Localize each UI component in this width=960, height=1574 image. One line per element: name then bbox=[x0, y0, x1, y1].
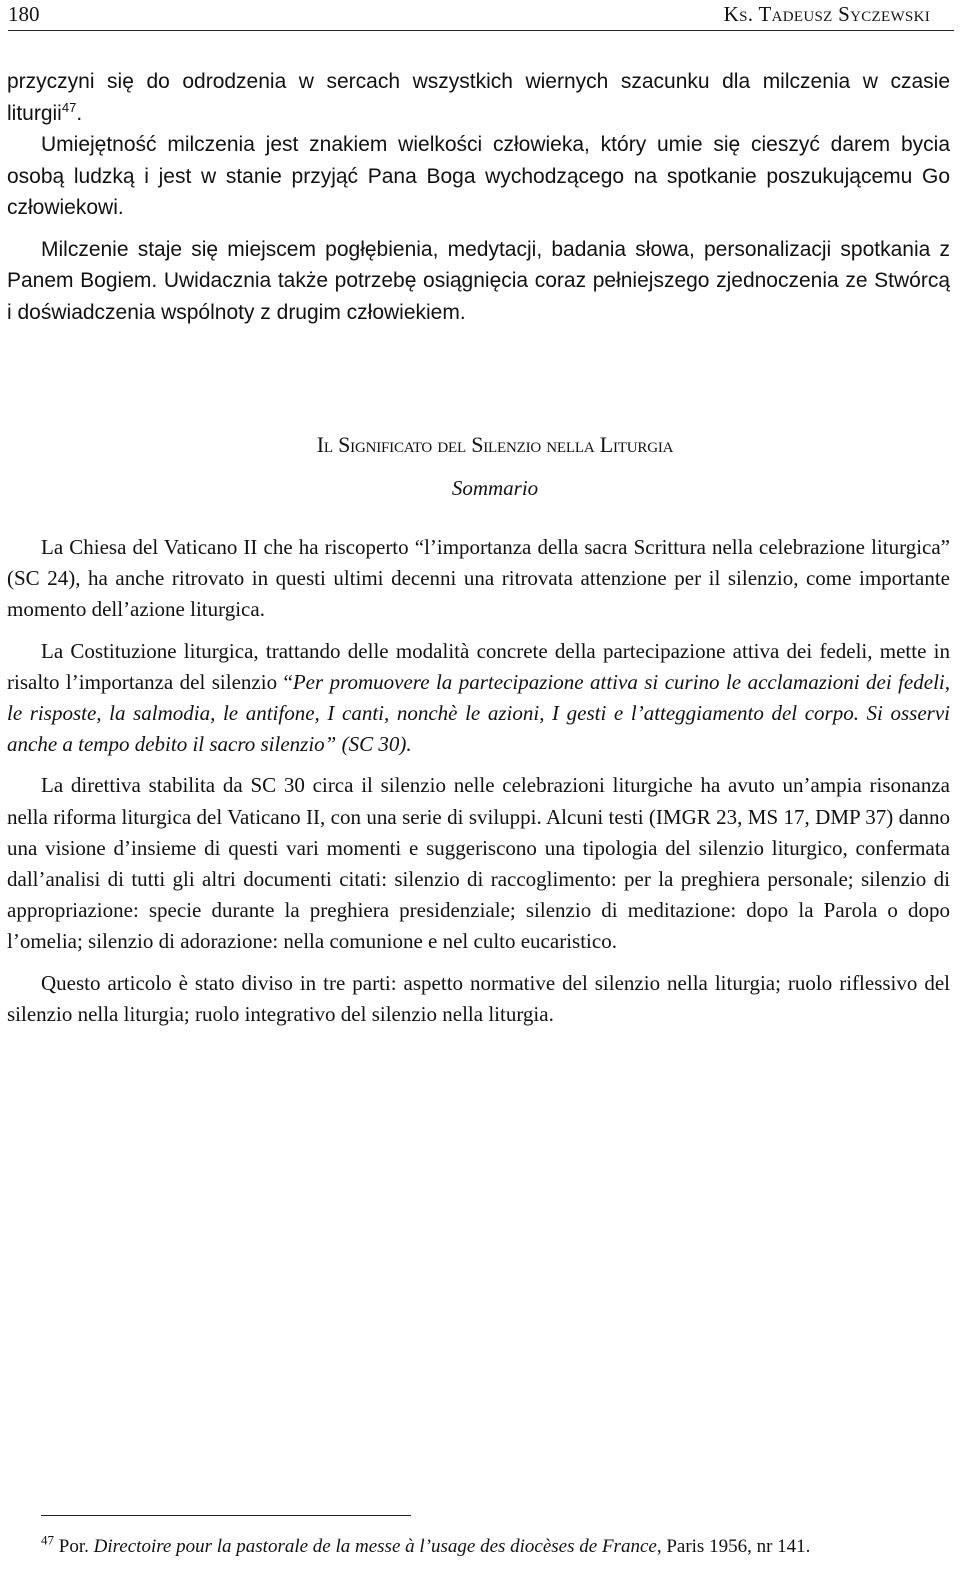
paragraph bbox=[7, 636, 950, 761]
paragraph: La Chiesa del Vaticano II che ha riscoperto “l’importanza della sacra Scrittura nella celebrazione liturgica” (SC 24), ha anche ritrovato in questi ultimi decenni una ritrovata attenzione per il silenzio, come importante momento dell’azione liturgica. bbox=[7, 535, 950, 622]
quoted-italic-text: Per promuovere la partecipazione attiva si curino le acclamazioni dei fedeli, le risposte, la salmodia, le antifone, I canti, nonchè le azioni, I gesti e l’atteggiamento del corpo. Si osservi anche a tempo debito il sacro silenzio” (SC 30). bbox=[7, 669, 950, 757]
footnote-lead: Por. bbox=[58, 1536, 94, 1557]
paragraph-end: . bbox=[76, 101, 83, 125]
running-head-author: Ks. Tadeusz Syczewski bbox=[723, 2, 930, 26]
paragraph: La direttiva stabilita da SC 30 circa il silenzio nelle celebrazioni liturgiche ha avuto un’ampia risonanza nella riforma liturgica del Vaticano II, con una serie di sviluppi. Alcuni testi (IMGR 23, MS 17, DMP 37) danno una visione d’insieme di questi vari momenti e suggeriscono una tipologia del silenzio liturgico, confermata dall’analisi di tutti gli altri documenti citati: silenzio di raccoglimento: per la preghiera personale; silenzio di appropriazione: specie durante la preghiera presidenziale; silenzio di meditazione: dopo la Parola o dopo l’omelia; silenzio di adorazione: nella comunione e nel culto eucaristico. bbox=[7, 773, 950, 954]
summary-title: Il Significato del Silenzio nella Liturgia bbox=[316, 432, 674, 457]
footnote bbox=[41, 1532, 956, 1558]
footnote-separator bbox=[41, 1515, 411, 1516]
summary-subtitle: Sommario bbox=[451, 476, 539, 500]
paragraph: Milczenie staje się miejscem pogłębienia, medytacji, badania słowa, personalizacji spotkania z Panem Bogiem. Uwidacznia także potrzebę osiągnięcia coraz pełniejszego zjednoczenia ze Stwórcą i doświadczenia wspólnoty z drugim człowiekiem. bbox=[7, 237, 950, 324]
footnote-reference: 47 bbox=[61, 99, 77, 115]
summary-body bbox=[7, 532, 950, 1030]
footnote-number: 47 bbox=[41, 1532, 54, 1548]
polish-body bbox=[7, 66, 950, 328]
footnote-title: Directoire pour la pastorale de la messe à l’usage des diocèses de France bbox=[93, 1536, 657, 1557]
paragraph-text: La Costituzione liturgica, trattando delle modalità concrete della partecipazione attiva dei fedeli, mette in risalto l’importanza del silenzio “ bbox=[7, 638, 950, 694]
running-header bbox=[8, 2, 954, 31]
paragraph: Questo articolo è stato diviso in tre parti: aspetto normative del silenzio nella liturgia; ruolo riflessivo del silenzio nella liturgia; ruolo integrativo del silenzio nella liturgia. bbox=[7, 970, 950, 1026]
paragraph-continuation bbox=[7, 66, 950, 129]
paragraph-text: przyczyni się do odrodzenia w sercach wszystkich wiernych szacunku dla milczenia w czasie liturgii bbox=[7, 70, 950, 125]
footnote-tail: , Paris 1956, nr 141. bbox=[656, 1536, 811, 1557]
page-number: 180 bbox=[8, 2, 40, 26]
paragraph: Umiejętność milczenia jest znakiem wielkości człowieka, który umie się cieszyć darem bycia osobą ludzką i jest w stanie przyjąć Pana Boga wychodzącego na spotkanie poszukującemu Go człowiekowi. bbox=[7, 133, 950, 219]
